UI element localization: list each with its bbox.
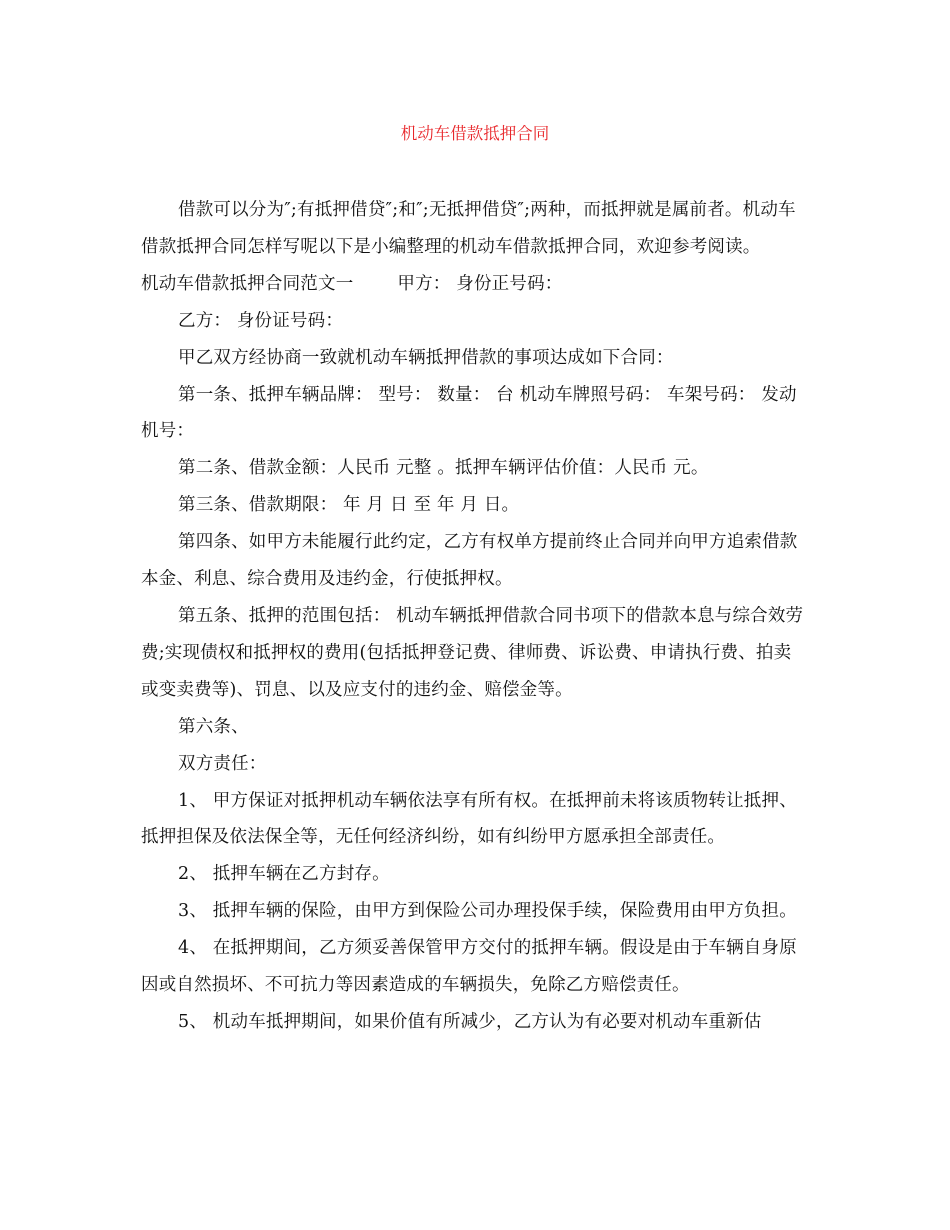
sample-heading: 机动车借款抵押合同范文一 <box>141 273 354 294</box>
article-1: 第一条、抵押车辆品牌： 型号： 数量： 台 机动车牌照号码： 车架号码： 发动机号： <box>141 384 797 442</box>
duty-2: 2、 抵押车辆在乙方封存。 <box>178 864 390 885</box>
party-a-line: 甲方： 身份正号码： <box>397 273 563 294</box>
party-b-line: 乙方： 身份证号码： <box>178 310 344 331</box>
article-5: 第五条、抵押的范围包括： 机动车辆抵押借款合同书项下的借款本息与综合效劳费;实现债权和抵押权的费用(包括抵押登记费、律师费、诉讼费、申请执行费、拍卖或变卖费等)、罚息、以及应支付的违约金、赔偿金等。 <box>141 605 804 700</box>
document-body <box>141 192 805 1041</box>
article-4: 第四条、如甲方未能履行此约定，乙方有权单方提前终止合同并向甲方追索借款本金、利息、综合费用及违约金，行使抵押权。 <box>141 532 798 590</box>
duty-1: 1、 甲方保证对抵押机动车辆依法享有所有权。在抵押前未将该质物转让抵押、抵押担保及依法保全等，无任何经济纠纷，如有纠纷甲方愿承担全部责任。 <box>141 790 797 848</box>
sample-heading-line <box>141 266 805 303</box>
duties-heading: 双方责任： <box>178 753 267 774</box>
article-6: 第六条、 <box>178 716 249 737</box>
intro-paragraph: 借款可以分为″;有抵押借贷″;和″;无抵押借贷″;两种，而抵押就是属前者。机动车借款抵押合同怎样写呢以下是小编整理的机动车借款抵押合同，欢迎参考阅读。 <box>141 200 796 257</box>
article-3: 第三条、借款期限： 年 月 日 至 年 月 日。 <box>178 495 520 516</box>
agreement-line: 甲乙双方经协商一致就机动车辆抵押借款的事项达成如下合同： <box>178 347 674 368</box>
duty-3: 3、 抵押车辆的保险，由甲方到保险公司办理投保手续，保险费用由甲方负担。 <box>178 901 797 922</box>
article-2: 第二条、借款金额：人民币 元整 。抵押车辆评估价值：人民币 元。 <box>178 458 709 479</box>
duty-4: 4、 在抵押期间，乙方须妥善保管甲方交付的抵押车辆。假设是由于车辆自身原因或自然损坏、不可抗力等因素造成的车辆损失，免除乙方赔偿责任。 <box>141 938 797 996</box>
document-title: 机动车借款抵押合同 <box>400 124 550 143</box>
duty-5: 5、 机动车抵押期间，如果价值有所减少，乙方认为有必要对机动车重新估 <box>178 1011 762 1032</box>
